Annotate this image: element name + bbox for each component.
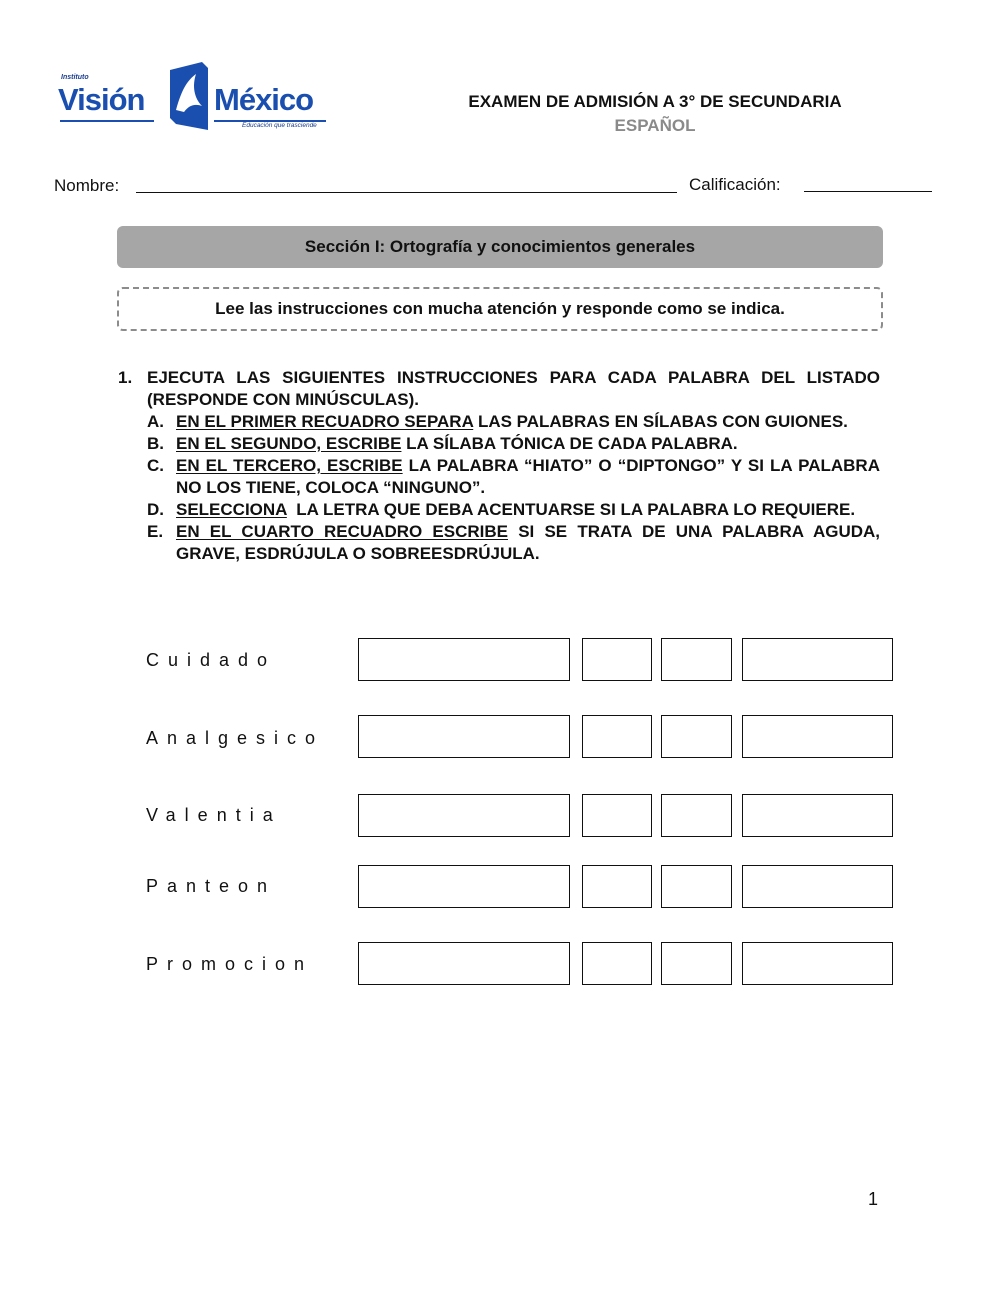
exercise-word: Cuidado (146, 650, 277, 670)
grade-label: Calificación: (689, 175, 781, 194)
tonic-syllable-box[interactable] (582, 638, 652, 681)
instruction-item (147, 499, 880, 521)
word-type-box[interactable] (742, 638, 893, 681)
instruction-letter: D. (147, 500, 164, 519)
tonic-syllable-box[interactable] (582, 715, 652, 758)
exam-subject: ESPAÑOL (614, 116, 696, 135)
instruction-emphasis: EN EL TERCERO, ESCRIBE (176, 456, 403, 475)
exam-title: EXAMEN DE ADMISIÓN A 3° DE SECUNDARIA (468, 92, 842, 111)
instruction-letter: B. (147, 434, 164, 453)
instructions-box (117, 287, 883, 331)
question-text: EJECUTA LAS SIGUIENTES INSTRUCCIONES PARA CADA PALABRA DEL LISTADO (RESPONDE CON MINÚSCULAS). (147, 368, 880, 409)
instruction-text: LAS PALABRAS EN SÍLABAS CON GUIONES. (473, 412, 848, 431)
instruction-letter: A. (147, 412, 164, 431)
hiato-diptongo-box[interactable] (661, 942, 732, 985)
tonic-syllable-box[interactable] (582, 865, 652, 908)
syllables-box[interactable] (358, 942, 570, 985)
syllables-box[interactable] (358, 715, 570, 758)
instruction-text: SI SE TRATA DE UNA PALABRA AGUDA, GRAVE, ESDRÚJULA O SOBREESDRÚJULA. (176, 522, 880, 563)
section-title: Sección I: Ortografía y conocimientos generales (304, 237, 696, 256)
logo-prefix: Instituto (61, 74, 89, 81)
logo-tagline: Educación que trasciende (242, 122, 317, 129)
hiato-diptongo-box[interactable] (661, 794, 732, 837)
question-number: 1. (118, 368, 133, 387)
logo-word-mexico: México (214, 82, 314, 117)
word-type-box[interactable] (742, 715, 893, 758)
instruction-emphasis: EN EL SEGUNDO, ESCRIBE (176, 434, 402, 453)
hiato-diptongo-box[interactable] (661, 638, 732, 681)
tonic-syllable-box[interactable] (582, 794, 652, 837)
instruction-letter: E. (147, 522, 164, 541)
syllables-box[interactable] (358, 794, 570, 837)
exercise-word: Promocion (146, 954, 314, 974)
grade-field[interactable] (804, 191, 932, 192)
instruction-item (147, 521, 880, 565)
instructions-text: Lee las instrucciones con mucha atención y responde como se indica. (215, 299, 785, 318)
tonic-syllable-box[interactable] (582, 942, 652, 985)
hiato-diptongo-box[interactable] (661, 715, 732, 758)
page-number: 1 (868, 1189, 879, 1209)
exercise-word: Panteon (146, 876, 277, 896)
word-type-box[interactable] (742, 794, 893, 837)
syllables-box[interactable] (358, 865, 570, 908)
name-field[interactable] (136, 192, 677, 193)
logo-mark-icon (162, 60, 212, 132)
instruction-item (147, 433, 880, 455)
logo-underline (60, 120, 154, 122)
section-header (117, 226, 883, 268)
word-type-box[interactable] (742, 865, 893, 908)
instruction-item (147, 455, 880, 499)
instruction-text: LA PALABRA “HIATO” O “DIPTONGO” Y SI LA PALABRA NO LOS TIENE, COLOCA “NINGUNO”. (176, 456, 880, 497)
instruction-emphasis: EN EL CUARTO RECUADRO ESCRIBE (176, 522, 509, 541)
logo-word-vision: Visión (58, 82, 145, 117)
instruction-item (147, 411, 880, 433)
syllables-box[interactable] (358, 638, 570, 681)
instruction-emphasis: EN EL PRIMER RECUADRO SEPARA (176, 412, 474, 431)
exercise-word: Analgesico (146, 728, 325, 748)
exercise-word: Valentia (146, 805, 282, 825)
institute-logo (58, 58, 330, 136)
question-1 (118, 367, 880, 565)
name-label: Nombre: (54, 176, 120, 195)
instruction-text: LA LETRA QUE DEBA ACENTUARSE SI LA PALABRA LO REQUIERE. (286, 500, 856, 519)
instruction-letter: C. (147, 456, 164, 475)
instruction-text: LA SÍLABA TÓNICA DE CADA PALABRA. (401, 434, 738, 453)
instruction-emphasis: SELECCIONA (176, 500, 287, 519)
hiato-diptongo-box[interactable] (661, 865, 732, 908)
word-type-box[interactable] (742, 942, 893, 985)
